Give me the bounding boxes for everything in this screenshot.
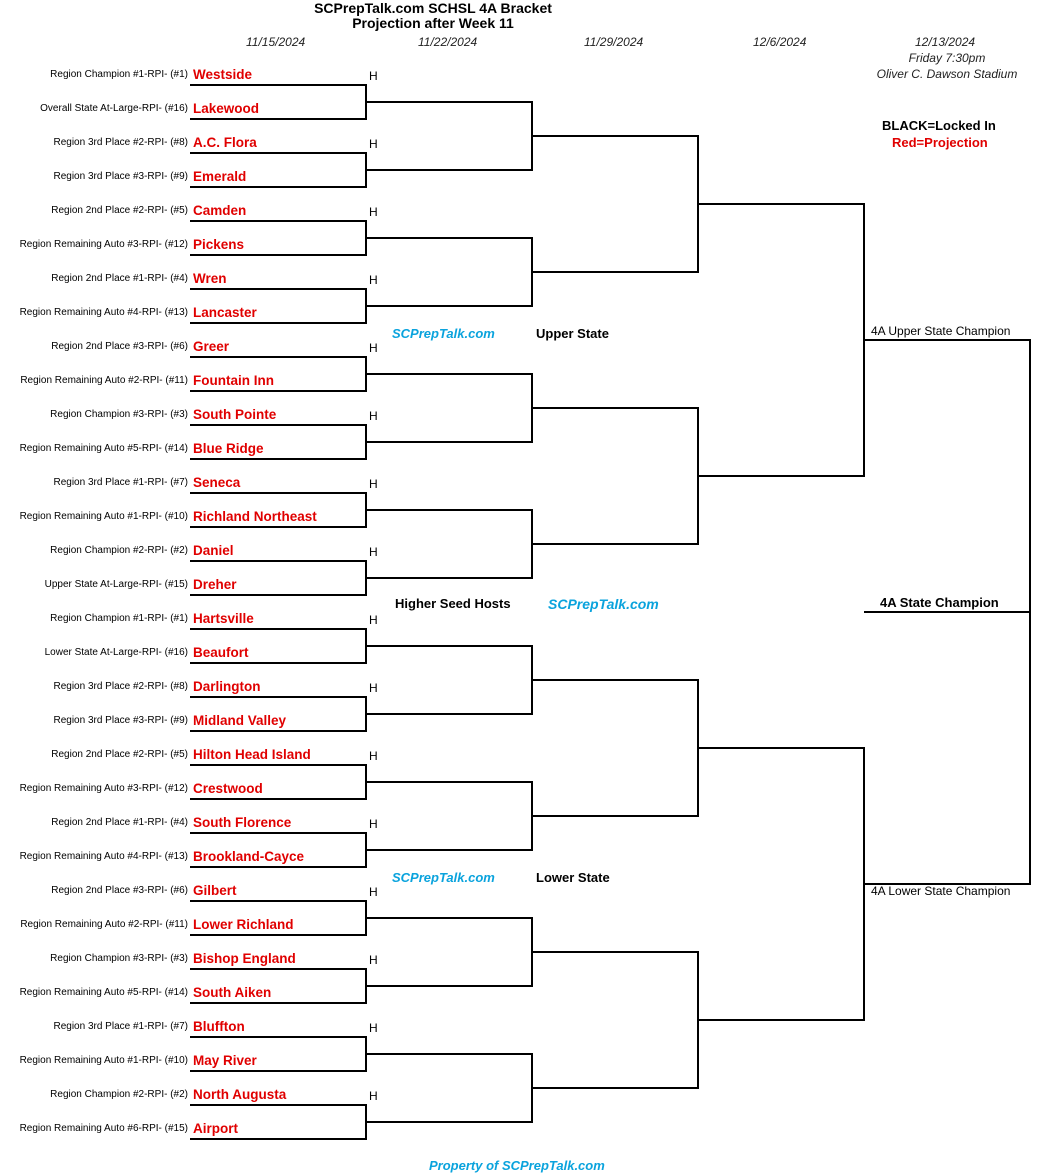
host-marker: H <box>369 477 378 491</box>
team-name: Lower Richland <box>193 917 294 932</box>
seed-label: Region Remaining Auto #4-RPI- (#13) <box>19 307 188 318</box>
seed-label: Region 2nd Place #1-RPI- (#4) <box>51 817 188 828</box>
bracket-connector <box>532 136 698 272</box>
host-marker: H <box>369 1089 378 1103</box>
team-name: South Aiken <box>193 985 272 1000</box>
team-name: Bishop England <box>193 951 296 966</box>
seed-label: Region Remaining Auto #3-RPI- (#12) <box>19 239 188 250</box>
host-marker: H <box>369 341 378 355</box>
legend-locked: BLACK=Locked In <box>882 118 996 133</box>
team-name: Lakewood <box>193 101 260 116</box>
host-marker: H <box>369 613 378 627</box>
host-marker: H <box>369 545 378 559</box>
host-marker: H <box>369 69 378 83</box>
date-round-4: 12/6/2024 <box>753 35 807 49</box>
host-marker: H <box>369 885 378 899</box>
seed-label: Region Remaining Auto #5-RPI- (#14) <box>19 987 188 998</box>
host-marker: H <box>369 817 378 831</box>
host-marker: H <box>369 953 378 967</box>
brand-watermark: SCPrepTalk.com <box>392 870 495 885</box>
seed-label: Region Remaining Auto #2-RPI- (#11) <box>20 919 188 930</box>
host-marker: H <box>369 137 378 151</box>
seed-label: Region 3rd Place #3-RPI- (#9) <box>53 715 188 726</box>
seed-label: Region Champion #2-RPI- (#2) <box>50 1089 188 1100</box>
bracket-title: SCPrepTalk.com SCHSL 4A Bracket <box>314 0 552 16</box>
upper-state-champion-label: 4A Upper State Champion <box>871 324 1011 338</box>
team-name: May River <box>193 1053 257 1068</box>
brand-watermark: SCPrepTalk.com <box>392 326 495 341</box>
seed-label: Region Champion #2-RPI- (#2) <box>50 545 188 556</box>
bracket-connector <box>366 1054 532 1122</box>
seed-label: Region Remaining Auto #6-RPI- (#15) <box>19 1123 188 1134</box>
bracket-connector <box>366 510 532 578</box>
brand-watermark: SCPrepTalk.com <box>548 596 659 612</box>
date-final: 12/13/2024 <box>915 35 976 49</box>
team-name: Emerald <box>193 169 247 184</box>
final-venue: Oliver C. Dawson Stadium <box>876 67 1018 81</box>
bracket-connector <box>366 238 532 306</box>
property-notice: Property of SCPrepTalk.com <box>429 1158 605 1173</box>
seed-label: Lower State At-Large-RPI- (#16) <box>44 647 188 658</box>
team-name: Blue Ridge <box>193 441 264 456</box>
team-name: Brookland-Cayce <box>193 849 305 864</box>
team-name: Beaufort <box>193 645 249 660</box>
seed-label: Region Remaining Auto #4-RPI- (#13) <box>19 851 188 862</box>
host-marker: H <box>369 205 378 219</box>
team-name: Fountain Inn <box>193 373 274 388</box>
team-name: A.C. Flora <box>193 135 257 150</box>
team-name: Camden <box>193 203 247 218</box>
lower-state-label: Lower State <box>536 870 610 885</box>
seed-label: Region 2nd Place #1-RPI- (#4) <box>51 273 188 284</box>
host-marker: H <box>369 681 378 695</box>
legend-projection: Red=Projection <box>892 135 988 150</box>
host-marker: H <box>369 273 378 287</box>
team-name: Hilton Head Island <box>193 747 311 762</box>
seed-label: Region Remaining Auto #2-RPI- (#11) <box>20 375 188 386</box>
seed-label: Region Remaining Auto #3-RPI- (#12) <box>19 783 188 794</box>
seed-label: Region 2nd Place #3-RPI- (#6) <box>51 341 188 352</box>
seed-label: Region Champion #3-RPI- (#3) <box>50 953 188 964</box>
team-name: Crestwood <box>193 781 263 796</box>
seed-label: Region Remaining Auto #1-RPI- (#10) <box>19 511 188 522</box>
seed-label: Region Champion #1-RPI- (#1) <box>50 613 188 624</box>
seed-label: Region 3rd Place #3-RPI- (#9) <box>53 171 188 182</box>
team-name: Daniel <box>193 543 234 558</box>
seed-label: Overall State At-Large-RPI- (#16) <box>40 103 188 114</box>
bracket-connector <box>532 952 698 1088</box>
team-name: Pickens <box>193 237 245 252</box>
team-name: South Florence <box>193 815 292 830</box>
date-round-1: 11/15/2024 <box>246 35 306 49</box>
bracket-connector <box>366 918 532 986</box>
bracket-connector <box>532 408 698 544</box>
seed-label: Region 3rd Place #1-RPI- (#7) <box>53 1021 188 1032</box>
bracket-connector <box>366 782 532 850</box>
team-name: Airport <box>193 1121 238 1136</box>
team-name: North Augusta <box>193 1087 287 1102</box>
team-name: Dreher <box>193 577 237 592</box>
host-marker: H <box>369 1021 378 1035</box>
team-name: Bluffton <box>193 1019 245 1034</box>
bracket-connector <box>366 374 532 442</box>
host-marker: H <box>369 409 378 423</box>
seed-label: Region 3rd Place #2-RPI- (#8) <box>53 681 188 692</box>
team-name: Wren <box>193 271 227 286</box>
date-round-3: 11/29/2024 <box>584 35 644 49</box>
seed-label: Region 3rd Place #1-RPI- (#7) <box>53 477 188 488</box>
seed-label: Region 3rd Place #2-RPI- (#8) <box>53 137 188 148</box>
team-name: South Pointe <box>193 407 277 422</box>
team-name: Richland Northeast <box>193 509 317 524</box>
seed-label: Region 2nd Place #3-RPI- (#6) <box>51 885 188 896</box>
bracket-connector <box>366 646 532 714</box>
lower-state-champion-label: 4A Lower State Champion <box>871 884 1011 898</box>
bracket-connector <box>532 680 698 816</box>
team-name: Darlington <box>193 679 261 694</box>
bracket-connector <box>698 748 864 1020</box>
team-name: Westside <box>193 67 253 82</box>
team-name: Lancaster <box>193 305 257 320</box>
bracket-subtitle: Projection after Week 11 <box>352 15 514 31</box>
final-time: Friday 7:30pm <box>908 51 986 65</box>
seed-label: Region Champion #3-RPI- (#3) <box>50 409 188 420</box>
bracket-connector <box>698 204 864 476</box>
higher-seed-hosts-label: Higher Seed Hosts <box>395 596 511 611</box>
seed-label: Region Champion #1-RPI- (#1) <box>50 69 188 80</box>
date-round-2: 11/22/2024 <box>418 35 478 49</box>
bracket-connector <box>366 102 532 170</box>
seed-label: Region 2nd Place #2-RPI- (#5) <box>51 749 188 760</box>
team-name: Gilbert <box>193 883 237 898</box>
upper-state-label: Upper State <box>536 326 609 341</box>
host-marker: H <box>369 749 378 763</box>
seed-label: Region Remaining Auto #1-RPI- (#10) <box>19 1055 188 1066</box>
team-name: Midland Valley <box>193 713 287 728</box>
seed-label: Region 2nd Place #2-RPI- (#5) <box>51 205 188 216</box>
team-name: Seneca <box>193 475 241 490</box>
state-champion-label: 4A State Champion <box>880 595 999 610</box>
seed-label: Region Remaining Auto #5-RPI- (#14) <box>19 443 188 454</box>
seed-label: Upper State At-Large-RPI- (#15) <box>44 579 188 590</box>
team-name: Greer <box>193 339 230 354</box>
team-name: Hartsville <box>193 611 254 626</box>
